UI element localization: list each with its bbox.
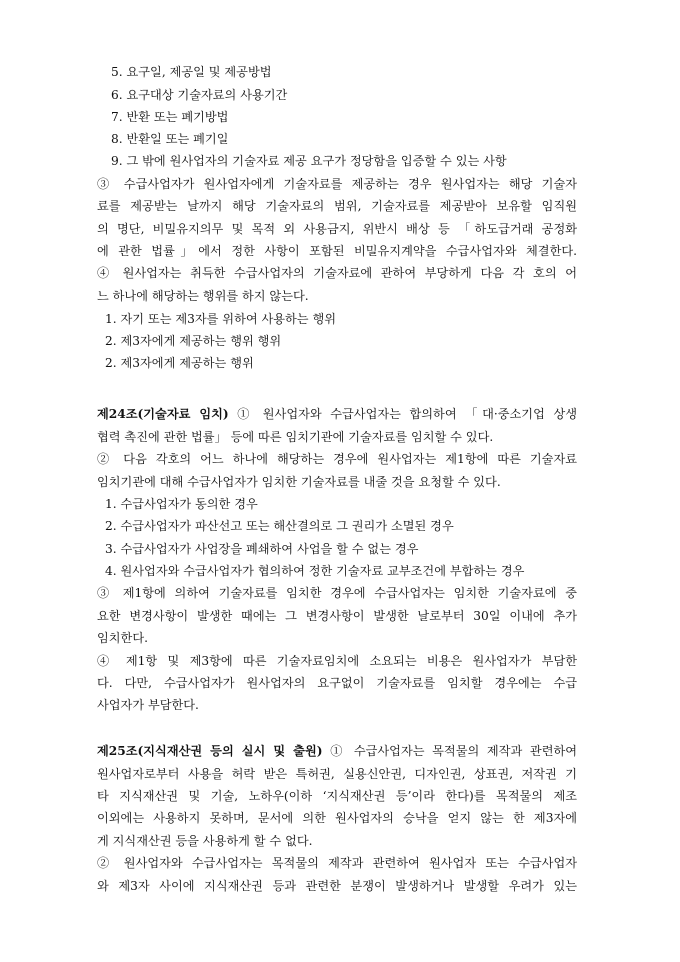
paragraph-line: 의 명단, 비밀유지의무 및 목적 외 사용금지, 위반시 배상 등 「하도급거래 공정화 [97,222,577,236]
list-item: 2. 제3자에게 제공하는 행위 [105,356,254,370]
list-item: 1. 자기 또는 제3자를 위하여 사용하는 행위 [105,312,336,326]
paragraph-line: 원사업자로부터 사용을 허락 받은 특허권, 실용신안권, 디자인권, 상표권, 저작권 기 [97,767,577,781]
list-item: 7. 반환 또는 폐기방법 [111,110,229,124]
list-item: 4. 원사업자와 수급사업자가 협의하여 정한 기술자료 교부조건에 부합하는 경우 [105,564,525,578]
article-heading: 제24조(기술자료 임치) [97,407,229,421]
article-25-line [97,743,577,759]
paragraph-line: 사업자가 부담한다. [97,698,199,712]
paragraph-line: ③ 수급사업자가 원사업자에게 기술자료를 제공하는 경우 원사업자는 해당 기술자 [97,177,577,191]
list-item: 9. 그 밖에 원사업자의 기술자료 제공 요구가 정당함을 입증할 수 있는 사항 [111,154,507,168]
paragraph-line: 요한 변경사항이 발생한 때에는 그 변경사항이 발생한 날로부터 30일 이내에 추가 [97,609,577,623]
list-item: 2. 제3자에게 제공하는 행위 행위 [105,334,282,348]
paragraph-line: 임치기관에 대해 수급사업자가 임치한 기술자료를 내줄 것을 요청할 수 있다. [97,475,501,489]
paragraph-line: ④ 제1항 및 제3항에 따른 기술자료임치에 소요되는 비용은 원사업자가 부담한 [97,654,577,668]
paragraph-line: 에 관한 법률」에서 정한 사항이 포함된 비밀유지계약을 수급사업자와 체결한다. [97,244,577,258]
paragraph-line: 타 지식재산권 및 기술, 노하우(이하 ‘지식재산권 등’이라 한다)를 목적물의 제조 [97,789,577,803]
paragraph-line: 임치한다. [97,631,148,645]
paragraph-line: 와 제3자 사이에 지식재산권 등과 관련한 분쟁이 발생하거나 발생할 우려가 있는 [97,879,577,893]
article-24-line [97,406,577,422]
list-item: 3. 수급사업자가 사업장을 폐쇄하여 사업을 할 수 없는 경우 [105,542,419,556]
article-heading: 제25조(지식재산권 등의 실시 및 출원) [97,744,323,758]
paragraph-line: ② 다음 각호의 어느 하나에 해당하는 경우에 원사업자는 제1항에 따른 기술자료 [97,452,577,466]
paragraph-line: 다. 다만, 수급사업자가 원사업자의 요구없이 기술자료를 임치할 경우에는 수급 [97,676,577,690]
paragraph-text: ① 원사업자와 수급사업자는 합의하여 「대·중소기업 상생 [237,407,577,421]
paragraph-text: ① 수급사업자는 목적물의 제작과 관련하여 [330,744,577,758]
paragraph-line: ④ 원사업자는 취득한 수급사업자의 기술자료에 관하여 부당하게 다음 각 호의 어 [97,266,577,280]
paragraph-line: ③ 제1항에 의하여 기술자료를 임치한 경우에 수급사업자는 임치한 기술자료에 중 [97,586,577,600]
list-item: 8. 반환일 또는 폐기일 [111,132,229,146]
paragraph-line: ② 원사업자와 수급사업자는 목적물의 제작과 관련하여 원사업자 또는 수급사업자 [97,856,577,870]
list-item: 2. 수급사업자가 파산선고 또는 해산결의로 그 권리가 소멸된 경우 [105,519,454,533]
list-item: 6. 요구대상 기술자료의 사용기간 [111,88,288,102]
list-item: 5. 요구일, 제공일 및 제공방법 [111,65,272,79]
paragraph-line: 느 하나에 해당하는 행위를 하지 않는다. [97,289,309,303]
paragraph-line: 게 지식재산권 등을 사용하게 할 수 없다. [97,834,313,848]
paragraph-line: 협력 촉진에 관한 법률」 등에 따른 임치기관에 기술자료를 임치할 수 있다. [97,430,494,444]
paragraph-line: 이외에는 사용하지 못하며, 문서에 의한 원사업자의 승낙을 얻지 않는 한 제3자에 [97,811,577,825]
paragraph-line: 료를 제공받는 날까지 해당 기술자료의 범위, 기술자료를 제공받아 보유할 임직원 [97,199,577,213]
list-item: 1. 수급사업자가 동의한 경우 [105,497,258,511]
